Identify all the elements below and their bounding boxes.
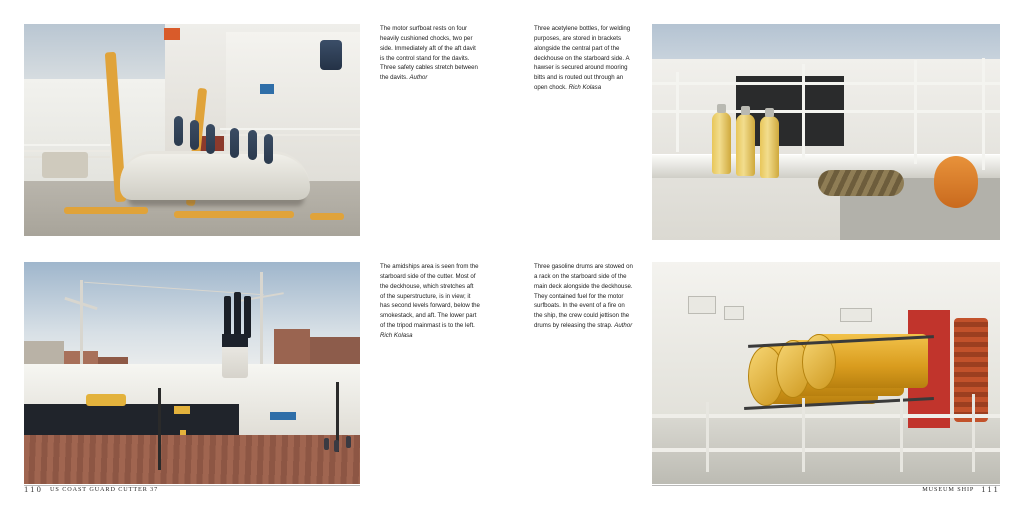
photo-acetylene-bottles (652, 24, 1000, 240)
folio-left: 110 (24, 484, 44, 494)
caption-surfboat-text: The motor surfboat rests on four heavily cushioned chocks, two per side. Immediately aft of the aft davit is the control stand for the davits. Three safety cables stretch between the davits. (380, 25, 478, 82)
photo-amidships-dockside (24, 262, 360, 484)
caption-gasoline-drums (534, 262, 634, 331)
caption-surfboat-credit: Author (409, 74, 428, 82)
caption-acetylene-credit: Rich Kolasa (568, 84, 602, 92)
photo-gasoline-drums (652, 262, 1000, 484)
right-page (512, 0, 1024, 512)
right-page-footer (922, 484, 1000, 494)
caption-amidships-credit: Rich Kolasa (380, 332, 413, 340)
caption-amidships (380, 262, 480, 341)
caption-amidships-text: The amidships area is seen from the starboard side of the cutter. Most of the deckhouse, which stretches aft of the superstructure, is in view; it has second levels forward, below the smokestack, and aft. The lower part of the tripod mainmast is to the left. (380, 263, 480, 330)
caption-acetylene (534, 24, 634, 93)
caption-surfboat (380, 24, 480, 83)
caption-drums-credit: Author (614, 322, 633, 330)
photo-motor-surfboat (24, 24, 360, 236)
folio-right: 111 (981, 484, 1000, 494)
running-head-right: MUSEUM SHIP (922, 485, 975, 493)
left-page-footer (24, 484, 158, 494)
caption-acetylene-text: Three acetylene bottles, for welding purposes, are stored in brackets alongside the central part of the deckhouse on the starboard side. A hawser is secured around mooring bitts and is routed out through an open chock. (534, 25, 631, 92)
caption-drums-text: Three gasoline drums are stowed on a rack on the starboard side of the main deck alongside the deckhouse. They contained fuel for the motor surfboats. In the event of a fire on the ship, the crew could jettison the drums by releasing the strap. (534, 263, 633, 330)
running-head-left: US COAST GUARD CUTTER 37 (50, 485, 159, 493)
